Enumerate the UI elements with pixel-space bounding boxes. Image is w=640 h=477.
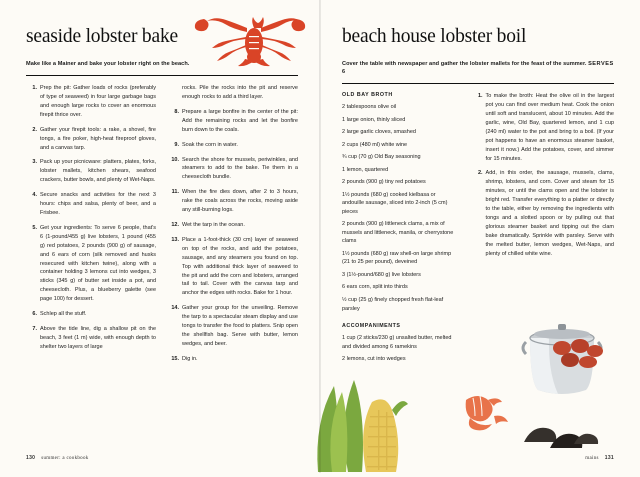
step-number: 3. [32, 159, 37, 166]
serves-label: SERVES 6 [342, 61, 614, 76]
list-item [26, 325, 156, 352]
step-number: 9. [174, 141, 179, 148]
list-item [168, 236, 298, 298]
left-column-2 [168, 84, 298, 370]
list-item [168, 221, 298, 230]
step-number: 5. [32, 224, 37, 231]
list-item [168, 84, 298, 102]
right-page [320, 0, 640, 473]
ingredients-list [342, 103, 459, 313]
step-text: Secure snacks and activities for the next 3 hours: chips and salsa, plenty of beer, and a Frisbee. [40, 192, 156, 216]
step-number: 1. [477, 93, 483, 100]
left-column-1 [26, 84, 156, 370]
list-item: 2 large garlic cloves, smashed [342, 129, 416, 136]
list-item: 2 pounds (900 g) tiny red potatoes [342, 179, 426, 186]
steps-list-column-1 [26, 84, 156, 352]
clams-illustration [520, 420, 600, 459]
ingredients-column [342, 92, 459, 373]
step-text: Gather your firepit tools: a rake, a shovel, fire tongs, a fire poker, high-heat fireproof gloves, and a canvas tarp. [40, 126, 156, 151]
potatoes-illustration [550, 338, 604, 373]
list-item [26, 126, 156, 153]
step-number: 1. [32, 85, 37, 92]
book-title-footer: summer: a cookbook [41, 456, 89, 461]
section-title-footer: mains [585, 456, 599, 461]
steps-list [472, 92, 614, 258]
list-item [26, 224, 156, 304]
corn-illustration [314, 354, 410, 477]
list-item [168, 156, 298, 183]
step-number: 13. [171, 236, 179, 243]
left-page [0, 0, 320, 473]
accompaniments-heading: ACCOMPANIMENTS [342, 323, 401, 330]
recipe-deck [342, 60, 614, 84]
left-page-footer [26, 455, 89, 461]
page-number: 131 [604, 455, 614, 461]
list-item [26, 84, 156, 120]
list-item [472, 92, 614, 163]
list-item: ¾ cup (70 g) Old Bay seasoning [342, 154, 421, 161]
list-item: ½ cup (25 g) finely chopped fresh flat-leaf parsley [342, 296, 444, 312]
step-text: Schlep all the stuff. [40, 311, 87, 318]
steps-list-column-2 [168, 84, 298, 364]
shrimp-illustration [460, 390, 512, 439]
list-item: 6 ears corn, split into thirds [342, 284, 408, 291]
list-item [26, 158, 156, 185]
step-text: Above the tide line, dig a shallow pit on the beach, 3 feet (1 m) wide, with enough depth to shelter two layers of large [40, 325, 156, 350]
deck-text: Cover the table with newspaper and gather the lobster mallets for the feast of the summer. [342, 61, 587, 67]
step-text: Prep the pit: Gather loads of rocks (preferably of type of seaweed) in four large garbage bags and enough large rocks to cover an enormous firepit thrice over. [40, 85, 156, 118]
list-item [168, 304, 298, 349]
page-number: 130 [26, 455, 36, 461]
list-item [26, 310, 156, 319]
right-page-footer [585, 455, 614, 461]
recipe-deck: Make like a Mainer and bake your lobster right on the beach. [26, 60, 298, 76]
left-columns [26, 84, 298, 370]
step-text: Search the shore for mussels, periwinkles, and steamers to add to the bake. Tie them in a cheesecloth bundle. [182, 156, 298, 181]
step-text: Prepare a large bonfire in the center of the pit: Add the remaining rocks and let the bonfire burn down to the coals. [182, 108, 298, 133]
step-text: rocks. Pile the rocks into the pit and reserve enough rocks to add a third layer. [182, 85, 298, 101]
list-item: 1 cup (2 sticks/230 g) unsalted butter, melted and divided among 6 ramekins [342, 335, 452, 350]
step-text: Dig in. [182, 355, 198, 362]
step-number: 7. [32, 325, 37, 332]
list-item: 3 (1½-pound/680 g) live lobsters [342, 271, 421, 278]
lobster-illustration [194, 16, 306, 73]
step-text: Gather your group for the unveiling. Remove the tarp to a spectacular steam display and use tongs to transfer the food to platters. Snip open the shellfish bag. Serve with butter, lemon wedges, and beer. [182, 305, 298, 347]
list-item [168, 188, 298, 215]
list-item [472, 169, 614, 258]
step-number: 10. [171, 156, 179, 163]
list-item: 2 lemons, cut into wedges [342, 356, 406, 363]
list-item: 1½ pounds (680 g) cooked kielbasa or andouille sausage, sliced into 2-inch (5 cm) pieces [342, 191, 448, 215]
list-item: 2 cups (480 ml) white wine [342, 141, 408, 148]
step-number: 4. [32, 192, 37, 199]
list-item [168, 108, 298, 135]
list-item [168, 141, 298, 150]
list-item: 2 tablespoons olive oil [342, 104, 397, 111]
ingredients-heading: OLD BAY BROTH [342, 92, 393, 99]
list-item [26, 191, 156, 218]
step-text: Wet the tarp in the ocean. [182, 221, 245, 228]
step-text: To make the broth: Heat the olive oil in the largest pot you can find over medium heat. Cook the onion until soft and translucent, about 10 minutes. Add the garlic, wine, Old Bay, quartered lemon, and 1 cup (240 ml) water to the pot and bring to a boil. (If your pot happens to have an enormous steamer basket, insert it now.) Add the potatoes, cover, and simmer for 15 minutes. [485, 93, 614, 162]
step-number: 6. [32, 311, 37, 318]
step-text: Place a 1-foot-thick (30 cm) layer of seaweed on top of the rocks, and add the potatoes, sausage, and any steamers you found on top. Top with additional thick layer of seaweed to the pit and add the corn and lobsters, arranged tail to tail. Cover with the canvas tarp and anchor the edges with rocks. Bake for 1 hour. [182, 236, 298, 297]
step-number: 2. [477, 170, 483, 177]
step-number: 12. [171, 221, 179, 228]
list-item: 1 large onion, thinly sliced [342, 116, 406, 123]
step-number: 11. [171, 189, 179, 196]
step-number: 14. [171, 305, 179, 312]
step-text: Soak the corn in water. [182, 141, 238, 148]
page-title: seaside lobster bake [26, 26, 178, 47]
step-text: When the fire dies down, after 2 to 3 hours, rake the coals across the rocks, moving aside any still-burning logs. [182, 189, 298, 214]
list-item: 2 pounds (900 g) littleneck clams, a mix of mussels and littleneck, manila, or cherrystone clams [342, 221, 454, 245]
page-gutter [319, 0, 321, 473]
step-text: Get your ingredients: To serve 6 people, that's 6 (1-pound/455 g) live lobsters, 1 pound (455 g) red potatoes, 2 pounds (900 g) of sausage, and 6 ears of corn (silk removed and husks resecured with kitchen twine), along with a container holding 3 lemons cut into wedges, 3 sticks (345 g) of butter set inside a pot, and cheesecloth. Plus, a blueberry galette (see page 100) for dessert. [40, 224, 156, 303]
list-item: 1½ pounds (680 g) raw shell-on large shrimp (21 to 25 per pound), deveined [342, 250, 452, 266]
step-text: Add, in this order, the sausage, mussels, clams, shrimp, lobsters, and corn. Cover and steam for 15 minutes, or until the clams open and the lobster is bright red. Transfer everything to a platter or directly to the table, either by removing the ingredients with tongs and a slotted spoon or by pulling out that glorious steamer basket and tipping out the clam bake dramatically. Sprinkle with parsley. Serve with the melted butter, lemon wedges, Wet-Naps, and plenty of chilled white wine. [485, 170, 614, 257]
step-number: 8. [174, 108, 179, 115]
list-item: 1 lemon, quartered [342, 166, 389, 173]
step-number: 2. [32, 126, 37, 133]
step-text: Pack up your picnicware: platters, plates, forks, lobster mallets, kitchen shears, seafood crackers, butter bowls, and plenty of Wet-Naps. [40, 159, 156, 184]
step-number: 15. [171, 355, 179, 362]
list-item [168, 355, 298, 364]
page-title: beach house lobster boil [342, 26, 527, 47]
